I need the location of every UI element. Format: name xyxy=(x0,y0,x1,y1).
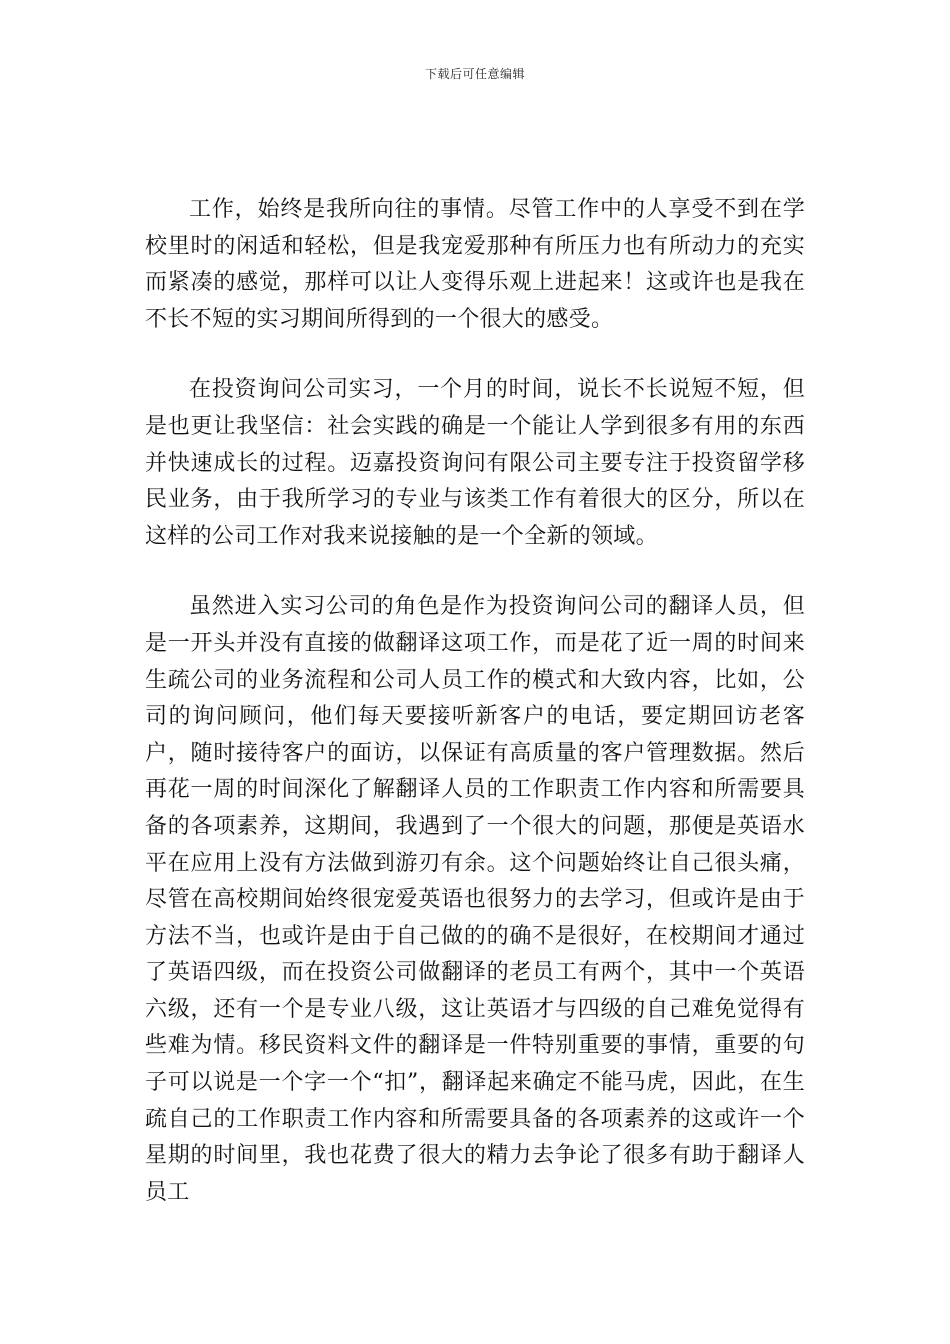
header-note: 下载后可任意编辑 xyxy=(424,67,525,81)
paragraph-1: 工作，始终是我所向往的事情。尽管工作中的人享受不到在学校里时的闲适和轻松，但是我宠爱那种有所压力也有所动力的充实而紧凑的感觉，那样可以让人变得乐观上进起来！这或许也是我在不长不短的实习期间所得到的一个很大的感受。 xyxy=(145,197,805,332)
document-body xyxy=(145,192,805,1211)
paragraph-3: 虽然进入实习公司的角色是作为投资询问公司的翻译人员，但是一开头并没有直接的做翻译这项工作，而是花了近一周的时间来生疏公司的业务流程和公司人员工作的模式和大致内容，比如，公司的询问顾问，他们每天要接听新客户的电话，要定期回访老客户，随时接待客户的面访，以保证有高质量的客户管理数据。然后再花一周的时间深化了解翻译人员的工作职责工作内容和所需要具备的各项素养，这期间，我遇到了一个很大的问题，那便是英语水平在应用上没有方法做到游刃有余。这个问题始终让自己很头痛，尽管在高校期间始终很宠爱英语也很努力的去学习，但或许是由于方法不当，也或许是由于自己做的的确不是很好，在校期间才通过了英语四级，而在投资公司做翻译的老员工有两个，其中一个英语六级，还有一个是专业八级，这让英语才与四级的自己难免觉得有些难为情。移民资料文件的翻译是一件特别重要的事情，重要的句子可以说是一个字一个“扣”，翻译起来确定不能马虎，因此，在生疏自己的工作职责工作内容和所需要具备的各项素养的这或许一个星期的时间里，我也花费了很大的精力去争论了很多有助于翻译人员工 xyxy=(145,594,805,1205)
paragraph-2: 在投资询问公司实习，一个月的时间，说长不长说短不短，但是也更让我坚信：社会实践的确是一个能让人学到很多有用的东西并快速成长的过程。迈嘉投资询问有限公司主要专注于投资留学移民业务，由于我所学习的专业与该类工作有着很大的区分，所以在这样的公司工作对我来说接触的是一个全新的领域。 xyxy=(145,377,805,549)
